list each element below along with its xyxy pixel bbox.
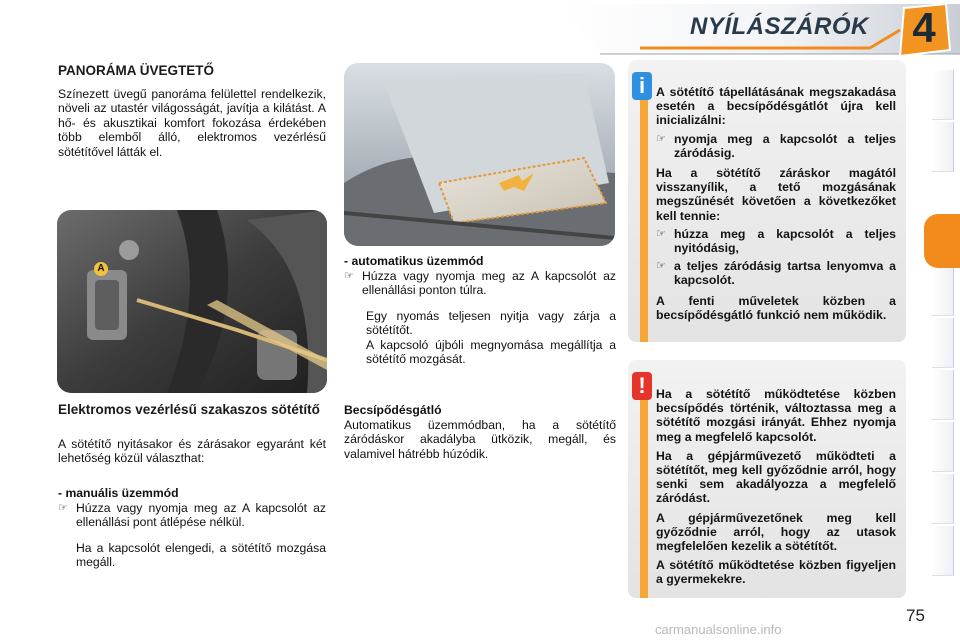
- antipinch-title: Becsípődésgátló: [344, 403, 442, 417]
- chapter-tab[interactable]: [932, 474, 954, 524]
- warning-box-content: [656, 387, 896, 587]
- info-step-2-text: húzza meg a kapcsolót a teljes nyitódásig,: [674, 226, 896, 256]
- finger-pointer-icon: ☞: [656, 227, 666, 240]
- auto-mode-note-1: Egy nyomás teljesen nyitja vagy zárja a sötétítőt.: [366, 309, 616, 338]
- warning-text-1: Ha a sötétítő működtetése közben becsípődés történik, változtassa meg a sötétítő mozgási irányát. Ehhez nyomja meg a megfelelő kapcsolót.: [656, 387, 896, 444]
- chapter-tab[interactable]: [932, 122, 954, 172]
- finger-pointer-icon: ☞: [656, 132, 666, 145]
- chapter-number: 4: [912, 4, 936, 51]
- chapter-tab[interactable]: [932, 70, 954, 120]
- switch-label-a: A: [94, 262, 108, 276]
- chapter-title: NYÍLÁSZÁRÓK: [690, 13, 869, 40]
- chapter-number-badge: [896, 2, 952, 58]
- antipinch-text: Automatikus üzemmódban, ha a sötétítő záródáskor akadályba ütközik, megáll, és valamivel hátrébb húzódik.: [344, 418, 616, 461]
- info-icon: i: [632, 72, 652, 100]
- intro-paragraph: Színezett üvegű panoráma felülettel rendelkezik, növeli az utastér világosságát, javítja a kilátást. A hő- és akusztikai komfort fokozása érdekében több elemből álló, elektromos vezérlésű sötétítővel látták el.: [58, 87, 326, 159]
- subsection-intro: A sötétítő nyitásakor és zárásakor egyaránt két lehetőség közül választhat:: [58, 437, 326, 466]
- warning-text-3: A gépjárművezetőnek meg kell győződnie arról, hogy az utasok megfelelően kezelik a sötétítőt.: [656, 510, 896, 554]
- chapter-tab[interactable]: [932, 526, 954, 576]
- info-text-3: A fenti műveletek közben a becsípődésgátló funkció nem működik.: [656, 293, 896, 322]
- warning-icon: !: [632, 372, 652, 400]
- info-step-3-text: a teljes záródásig tartsa lenyomva a kapcsolót.: [674, 259, 896, 288]
- manual-mode-step-text: Húzza vagy nyomja meg az A kapcsolót az ellenállási pont átlépése nélkül.: [76, 501, 326, 530]
- chapter-tab[interactable]: [932, 370, 954, 420]
- auto-mode-title: - automatikus üzemmód: [344, 254, 484, 268]
- info-step-3: [656, 259, 896, 287]
- chapter-tab-strip: [926, 70, 960, 595]
- finger-pointer-icon: ☞: [656, 260, 666, 273]
- chapter-tab[interactable]: [932, 266, 954, 316]
- info-step-1: [656, 132, 896, 160]
- manual-mode-step: [58, 501, 326, 530]
- info-text-1: A sötétítő tápellátásának megszakadása esetén a becsípődésgátlót újra kell inicializálni:: [656, 85, 896, 128]
- manual-mode-title: - manuális üzemmód: [58, 486, 179, 500]
- section-heading: PANORÁMA ÜVEGTETŐ: [58, 63, 215, 78]
- info-step-2: [656, 227, 896, 255]
- warning-text-4: A sötétítő működtetése közben figyeljen a gyermekekre.: [656, 558, 896, 587]
- info-text-2: Ha a sötétítő záráskor magától visszanyílik, a tető mozgásának megszűnését követően a következőket kell tennie:: [656, 166, 896, 223]
- subsection-heading: Elektromos vezérlésű szakaszos sötétítő: [58, 402, 320, 417]
- page-number: 75: [906, 606, 925, 625]
- warning-text-2: Ha a gépjárművezető működteti a sötétítőt, meg kell győződnie arról, hogy senki sem akadályozza a megfelelő záródást.: [656, 448, 896, 506]
- finger-pointer-icon: ☞: [344, 270, 354, 282]
- switch-photo: [57, 210, 327, 393]
- manual-mode-note: Ha a kapcsolót elengedi, a sötétítő mozgása megáll.: [76, 541, 326, 570]
- auto-mode-note-2: A kapcsoló újbóli megnyomása megállítja a sötétítő mozgását.: [366, 338, 616, 367]
- finger-pointer-icon: ☞: [58, 502, 68, 514]
- chapter-tab-active[interactable]: [924, 214, 960, 268]
- info-box-stripe: [640, 96, 648, 342]
- info-step-1-text: nyomja meg a kapcsolót a teljes záródásig.: [674, 131, 896, 160]
- warning-box-stripe: [640, 396, 648, 598]
- chapter-tab[interactable]: [932, 318, 954, 368]
- sunroof-photo: [344, 63, 615, 246]
- auto-mode-step: [344, 269, 616, 298]
- info-box-content: [656, 85, 896, 322]
- auto-mode-step-text: Húzza vagy nyomja meg az A kapcsolót az ellenállási ponton túlra.: [362, 269, 616, 298]
- watermark: carmanualsonline.info: [655, 622, 782, 637]
- chapter-tab[interactable]: [932, 422, 954, 472]
